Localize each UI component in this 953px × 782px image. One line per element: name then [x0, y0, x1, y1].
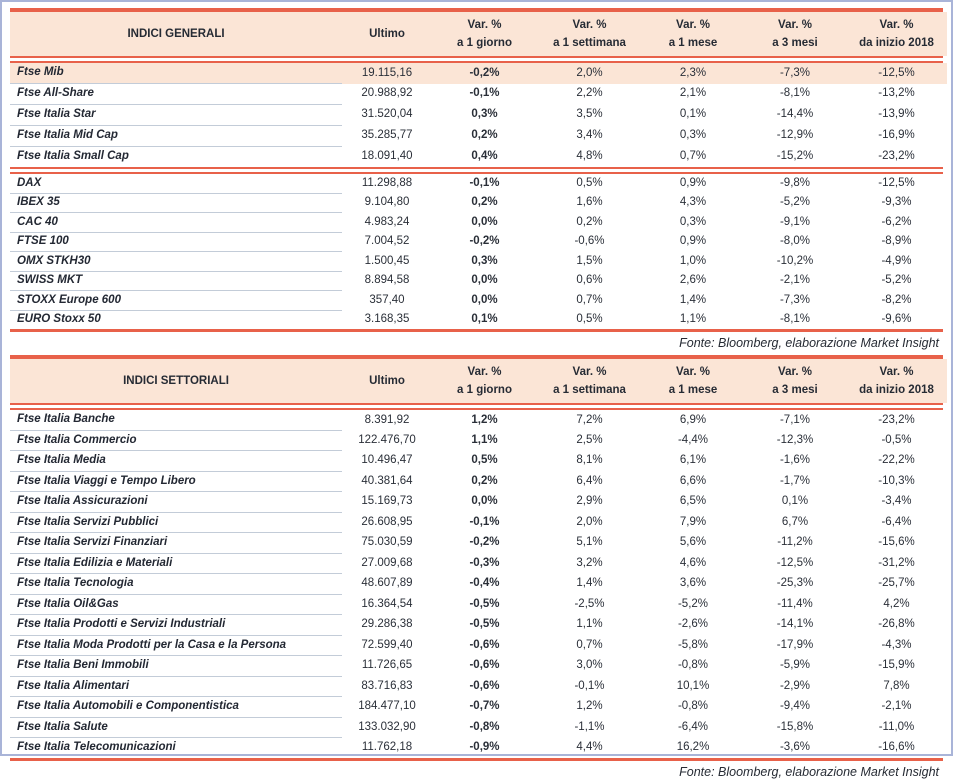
var-3m-value: -5,9% [779, 659, 811, 672]
source-note-sector: Fonte: Bloomberg, elaborazione Market Insight [679, 764, 939, 779]
var-1w-value: 0,5% [576, 312, 603, 325]
table-indici-generali [10, 8, 943, 332]
table-row [10, 738, 947, 758]
header-body-double-rule [10, 403, 943, 410]
var-1d-value: -0,5% [469, 618, 500, 631]
var-1d-value: -0,8% [469, 720, 500, 733]
var-1m-value: -0,8% [677, 659, 709, 672]
var-1d-value: -0,2% [469, 235, 500, 247]
var-1d-value: 0,4% [471, 150, 498, 162]
col-header-var-1m: Var. % a 1 mese [642, 12, 744, 56]
table-row [10, 676, 947, 697]
var-1w-value: -1,1% [574, 720, 605, 733]
var-1d-value: 0,0% [471, 274, 498, 286]
col-header-var-1d: Var. % a 1 giorno [432, 12, 537, 56]
general-group-italy [10, 63, 947, 167]
sector-header-row [10, 359, 947, 403]
var-ytd-value: -12,5% [878, 176, 915, 189]
var-1m-value: -0,8% [677, 700, 709, 713]
var-ytd-value: -26,8% [878, 618, 915, 631]
general-group-europe [10, 174, 947, 329]
var-1d-value: -0,9% [469, 741, 500, 754]
var-1m-value: 1,1% [679, 312, 707, 325]
var-1w-value: 0,7% [576, 638, 603, 651]
var-ytd-value: -5,2% [881, 274, 912, 286]
var-1d-value: -0,3% [469, 556, 500, 569]
var-3m-value: -2,9% [779, 679, 811, 692]
table-row [10, 213, 947, 233]
col-header-var-ytd: Var. % da inizio 2018 [846, 359, 947, 403]
var-1d-value: 0,0% [471, 293, 498, 306]
ultimo-value: 11.762,18 [361, 741, 413, 754]
var-ytd-value: -3,4% [881, 495, 912, 508]
col-header-var-ytd: Var. % da inizio 2018 [846, 12, 947, 56]
var-1m-value: 5,6% [679, 536, 707, 549]
ultimo-value: 184.477,10 [358, 700, 416, 713]
ultimo-value: 8.894,58 [364, 274, 410, 286]
var-1w-value: 0,6% [576, 274, 603, 286]
var-1w-value: 1,2% [576, 700, 603, 713]
index-name: Ftse Italia Assicurazioni [10, 492, 342, 513]
table-row [10, 310, 947, 329]
var-3m-value: -7,3% [779, 293, 811, 306]
var-ytd-value: -9,3% [881, 196, 912, 208]
var-1w-value: 3,0% [576, 659, 603, 672]
sector-rows [10, 410, 947, 758]
var-1w-value: 3,4% [576, 129, 603, 142]
table-row [10, 635, 947, 656]
index-name: Ftse Italia Moda Prodotti per la Casa e la Persona [10, 635, 342, 656]
table-row [10, 451, 947, 472]
table-row [10, 430, 947, 451]
var-ytd-value: -23,2% [878, 150, 915, 162]
var-1w-value: 2,0% [537, 63, 642, 84]
table-row [10, 574, 947, 595]
table-row [10, 553, 947, 574]
var-1w-value: 0,5% [576, 176, 603, 189]
table-row [10, 105, 947, 126]
var-1d-value: -0,6% [469, 679, 500, 692]
ultimo-value: 27.009,68 [361, 556, 413, 569]
table-row [10, 594, 947, 615]
var-1d-value: 1,2% [471, 413, 498, 426]
index-name: CAC 40 [10, 213, 342, 233]
var-1m-value: 6,9% [679, 413, 707, 426]
index-name: Ftse All-Share [10, 84, 342, 105]
general-header-row [10, 12, 947, 56]
table-row [10, 271, 947, 291]
var-1m-value: 1,4% [679, 293, 707, 306]
var-1m-value: 0,9% [679, 176, 707, 189]
index-name: Ftse Italia Media [10, 451, 342, 472]
col-header-ultimo: Ultimo [342, 12, 432, 56]
ultimo-value: 48.607,89 [361, 577, 413, 590]
col-header-var-1w: Var. % a 1 settimana [537, 359, 642, 403]
var-1m-value: 0,9% [679, 235, 707, 247]
index-name: IBEX 35 [10, 193, 342, 213]
var-3m-value: -12,3% [776, 433, 814, 446]
var-1m-value: 0,3% [679, 129, 707, 142]
index-name: Ftse Italia Oil&Gas [10, 594, 342, 615]
var-1m-value: 2,6% [679, 274, 707, 286]
index-name: FTSE 100 [10, 232, 342, 252]
var-ytd-value: -31,2% [878, 556, 915, 569]
var-ytd-value: -10,3% [878, 474, 915, 487]
table-row [10, 717, 947, 738]
var-3m-value: -12,9% [776, 129, 814, 142]
var-1m-value: -6,4% [677, 720, 709, 733]
index-name: Ftse Italia Commercio [10, 430, 342, 451]
var-1m-value: 1,0% [679, 254, 707, 267]
index-name: Ftse Italia Banche [10, 410, 342, 430]
index-name: Ftse Italia Small Cap [17, 150, 129, 163]
general-group-europe-table [10, 174, 947, 329]
ultimo-value: 20.988,92 [361, 87, 413, 100]
index-name: Ftse Italia Star [10, 105, 342, 126]
var-ytd-value: -6,4% [881, 515, 912, 528]
var-ytd-value: -4,9% [881, 254, 912, 267]
table-row [10, 492, 947, 513]
var-1m-value: 2,1% [679, 87, 707, 100]
var-1d-value: 0,1% [471, 312, 498, 325]
var-3m-value: -25,3% [776, 577, 814, 590]
var-ytd-value: -11,0% [878, 720, 915, 733]
var-1d-value: -0,1% [469, 176, 500, 189]
var-1w-value: 8,1% [576, 454, 603, 467]
var-1w-value: 6,4% [576, 474, 603, 487]
var-1d-value: 0,2% [471, 129, 498, 142]
var-1d-value: -0,1% [469, 87, 500, 100]
table-row [10, 126, 947, 147]
table-row [10, 512, 947, 533]
var-1d-value: -0,4% [469, 577, 500, 590]
ultimo-value: 357,40 [369, 293, 405, 306]
general-header-table [10, 12, 947, 56]
var-3m-value: -7,3% [744, 63, 846, 84]
var-1m-value: 6,5% [679, 495, 707, 508]
table-row [10, 193, 947, 213]
var-3m-value: -8,1% [779, 312, 811, 325]
ultimo-value: 18.091,40 [361, 150, 413, 162]
table-row [10, 174, 947, 193]
index-name: Ftse Italia Mid Cap [10, 126, 342, 147]
col-header-ultimo: Ultimo [342, 359, 432, 403]
var-1m-value: 6,1% [679, 454, 707, 467]
var-1w-value: 2,2% [576, 87, 603, 100]
ultimo-value: 8.391,92 [364, 413, 410, 426]
ultimo-value: 3.168,35 [364, 312, 410, 325]
var-ytd-value: -4,3% [881, 638, 912, 651]
index-name: Ftse Italia Automobili e Componentistica [10, 697, 342, 718]
var-ytd-value: -15,6% [878, 536, 915, 549]
var-1w-value: 2,9% [576, 495, 603, 508]
ultimo-value: 35.285,77 [361, 129, 413, 142]
index-name: Ftse Italia Telecomunicazioni [17, 741, 176, 754]
var-ytd-value: -8,9% [881, 235, 912, 247]
ultimo-value: 72.599,40 [361, 638, 413, 651]
var-1m-value: 6,6% [679, 474, 707, 487]
index-name: Ftse Italia Tecnologia [10, 574, 342, 595]
var-1w-value: 3,2% [576, 556, 603, 569]
var-1d-value: 0,5% [471, 454, 498, 467]
sector-body-table [10, 410, 947, 758]
var-ytd-value: -13,9% [878, 108, 915, 121]
var-ytd-value: -22,2% [878, 454, 915, 467]
var-1m-value: 2,3% [642, 63, 744, 84]
var-3m-value: -9,4% [779, 700, 811, 713]
var-3m-value: -9,8% [779, 176, 811, 189]
var-3m-value: -10,2% [776, 254, 814, 267]
col-header-var-3m: Var. % a 3 mesi [744, 359, 846, 403]
var-1d-value: 0,0% [471, 215, 498, 228]
ultimo-value: 19.115,16 [342, 63, 432, 84]
var-1m-value: 16,2% [676, 741, 710, 754]
sector-header-table [10, 359, 947, 403]
table-row [10, 232, 947, 252]
var-1w-value: 4,8% [576, 150, 603, 162]
var-1d-value: 1,1% [471, 433, 498, 446]
var-3m-value: -1,6% [779, 454, 811, 467]
var-1d-value: 0,3% [471, 254, 498, 267]
var-3m-value: -17,9% [776, 638, 814, 651]
var-1w-value: 5,1% [576, 536, 603, 549]
var-1w-value: 1,6% [576, 196, 603, 208]
var-1m-value: -5,2% [677, 597, 709, 610]
var-3m-value: -8,1% [779, 87, 811, 100]
index-name: Ftse Mib [10, 63, 342, 84]
var-ytd-value: -12,5% [846, 63, 947, 84]
var-1w-value: 7,2% [576, 413, 603, 426]
var-1d-value: -0,5% [469, 597, 500, 610]
ultimo-value: 133.032,90 [358, 720, 416, 733]
var-1w-value: 1,5% [576, 254, 603, 267]
table-row [10, 697, 947, 718]
index-name: Ftse Italia Viaggi e Tempo Libero [10, 471, 342, 492]
var-ytd-value: -0,5% [881, 433, 912, 446]
var-3m-value: -15,2% [776, 150, 814, 162]
index-name: Ftse Italia Alimentari [10, 676, 342, 697]
index-name: DAX [10, 174, 342, 193]
table-row [10, 291, 947, 311]
table-row [10, 471, 947, 492]
ultimo-value: 9.104,80 [364, 196, 410, 208]
var-1m-value: 10,1% [676, 679, 710, 692]
var-ytd-value: -13,2% [878, 87, 915, 100]
header-body-double-rule [10, 56, 943, 63]
index-name: Ftse Italia Beni Immobili [10, 656, 342, 677]
var-ytd-value: 4,2% [883, 597, 910, 610]
index-name: EURO Stoxx 50 [17, 313, 101, 325]
var-1w-value: -2,5% [574, 597, 605, 610]
index-name: SWISS MKT [10, 271, 342, 291]
col-header-var-1w: Var. % a 1 settimana [537, 12, 642, 56]
var-3m-value: -5,2% [779, 196, 811, 208]
var-1w-value: 2,5% [576, 433, 603, 446]
var-1w-value: 2,0% [576, 515, 603, 528]
var-1w-value: -0,1% [574, 679, 605, 692]
var-3m-value: -14,4% [776, 108, 814, 121]
index-name: OMX STKH30 [10, 252, 342, 272]
ultimo-value: 1.500,45 [364, 254, 410, 267]
var-3m-value: -15,8% [776, 720, 814, 733]
var-3m-value: -7,1% [779, 413, 811, 426]
ultimo-value: 40.381,64 [361, 474, 413, 487]
table-indici-settoriali [10, 355, 943, 761]
col-header-var-1d: Var. % a 1 giorno [432, 359, 537, 403]
var-ytd-value: -15,9% [878, 659, 915, 672]
var-1m-value: 7,9% [679, 515, 707, 528]
var-3m-value: -12,5% [776, 556, 814, 569]
var-3m-value: -3,6% [779, 741, 811, 754]
general-group-italy-table [10, 63, 947, 167]
var-1m-value: -4,4% [677, 433, 709, 446]
table-row [10, 84, 947, 105]
var-3m-value: -1,7% [779, 474, 811, 487]
table-row [10, 656, 947, 677]
var-3m-value: -9,1% [779, 215, 811, 228]
source-note-general: Fonte: Bloomberg, elaborazione Market Insight [679, 336, 939, 350]
var-ytd-value: -2,1% [881, 700, 912, 713]
var-ytd-value: -6,2% [881, 215, 912, 228]
var-1w-value: 1,1% [576, 618, 603, 631]
var-1d-value: -0,6% [469, 638, 500, 651]
sector-title: INDICI SETTORIALI [10, 359, 342, 403]
var-1w-value: -0,6% [574, 235, 605, 247]
var-ytd-value: -8,2% [881, 293, 912, 306]
ultimo-value: 16.364,54 [361, 597, 413, 610]
ultimo-value: 15.169,73 [361, 495, 413, 508]
index-name: Ftse Italia Servizi Finanziari [10, 533, 342, 554]
var-ytd-value: -25,7% [878, 577, 915, 590]
var-1m-value: 0,7% [679, 150, 707, 162]
var-1d-value: -0,7% [469, 700, 500, 713]
var-1d-value: -0,6% [469, 659, 500, 672]
ultimo-value: 11.298,88 [361, 176, 413, 189]
ultimo-value: 31.520,04 [361, 108, 413, 121]
var-1m-value: 0,1% [679, 108, 707, 121]
table-row [10, 147, 947, 168]
table-row [10, 410, 947, 430]
table-row [10, 533, 947, 554]
var-1m-value: 3,6% [679, 577, 707, 590]
index-name: Ftse Italia Edilizia e Materiali [10, 553, 342, 574]
var-1w-value: 4,4% [576, 741, 603, 754]
var-1m-value: -2,6% [677, 618, 709, 631]
var-1d-value: -0,2% [432, 63, 537, 84]
index-name: STOXX Europe 600 [10, 291, 342, 311]
var-3m-value: -2,1% [779, 274, 811, 286]
var-ytd-value: -16,9% [878, 129, 915, 142]
var-ytd-value: -9,6% [881, 312, 912, 325]
ultimo-value: 11.726,65 [361, 659, 413, 672]
var-1d-value: 0,3% [471, 108, 498, 121]
var-ytd-value: -16,6% [878, 741, 915, 754]
general-title: INDICI GENERALI [10, 12, 342, 56]
var-1w-value: 0,7% [576, 293, 603, 306]
var-ytd-value: -23,2% [878, 413, 915, 426]
ultimo-value: 4.983,24 [364, 215, 410, 228]
var-3m-value: -11,2% [777, 536, 813, 549]
var-1d-value: 0,0% [471, 495, 498, 508]
col-header-var-3m: Var. % a 3 mesi [744, 12, 846, 56]
var-1m-value: 4,6% [679, 556, 707, 569]
var-1d-value: -0,1% [469, 515, 500, 528]
ultimo-value: 75.030,59 [361, 536, 413, 549]
var-1m-value: -5,8% [677, 638, 709, 651]
var-1d-value: 0,2% [471, 196, 498, 208]
ultimo-value: 26.608,95 [361, 515, 413, 528]
var-1m-value: 4,3% [679, 196, 707, 208]
index-name: Ftse Italia Prodotti e Servizi Industriali [10, 615, 342, 636]
ultimo-value: 122.476,70 [358, 433, 416, 446]
var-3m-value: -8,0% [779, 235, 811, 247]
var-3m-value: -11,4% [777, 597, 813, 610]
col-header-var-1m: Var. % a 1 mese [642, 359, 744, 403]
table-row [10, 63, 947, 84]
index-name: Ftse Italia Salute [10, 717, 342, 738]
var-1d-value: -0,2% [469, 536, 500, 549]
var-ytd-value: 7,8% [883, 679, 910, 692]
table-row [10, 252, 947, 272]
var-1w-value: 3,5% [576, 108, 603, 121]
var-1w-value: 1,4% [576, 577, 603, 590]
var-3m-value: -14,1% [776, 618, 814, 631]
ultimo-value: 29.286,38 [361, 618, 413, 631]
group-divider-double-rule [10, 167, 943, 174]
table-row [10, 615, 947, 636]
var-1w-value: 0,2% [576, 215, 603, 228]
ultimo-value: 10.496,47 [361, 454, 413, 467]
index-name: Ftse Italia Servizi Pubblici [10, 512, 342, 533]
ultimo-value: 83.716,83 [361, 679, 413, 692]
var-3m-value: 6,7% [781, 515, 809, 528]
var-3m-value: 0,1% [781, 495, 809, 508]
ultimo-value: 7.004,52 [364, 235, 410, 247]
var-1d-value: 0,2% [471, 474, 498, 487]
var-1m-value: 0,3% [679, 215, 707, 228]
